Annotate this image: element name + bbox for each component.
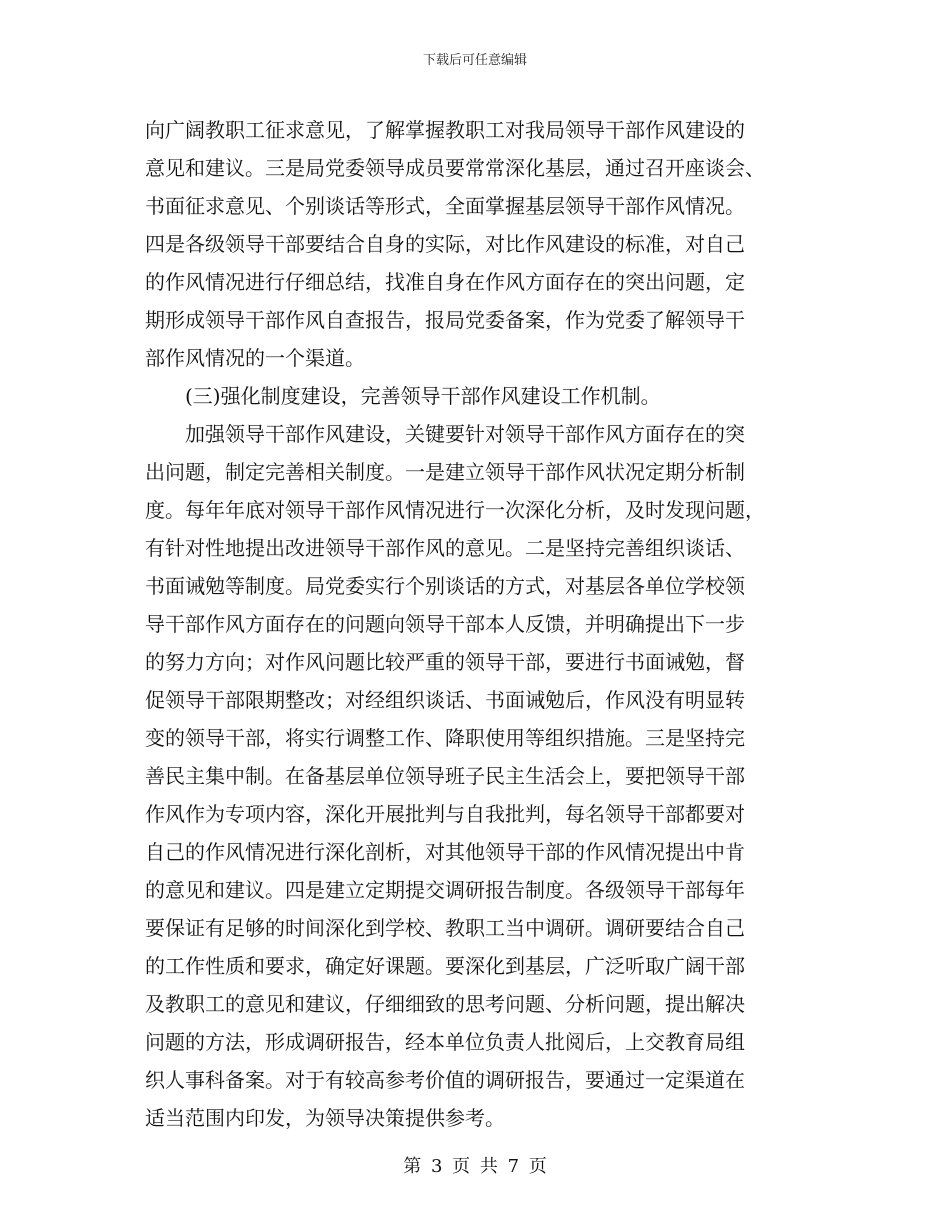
text-line: 四是各级领导干部要结合自身的实际，对比作风建设的标准，对自己 (145, 232, 745, 256)
text-line: 及教职工的意见和建议，仔细细致的思考问题、分析问题，提出解决 (145, 992, 745, 1016)
text-line: 向广阔教职工征求意见，了解掌握教职工对我局领导干部作风建设的 (145, 118, 745, 142)
text-line: 问题的方法，形成调研报告，经本单位负责人批阅后，上交教育局组 (145, 1030, 745, 1054)
text-line: 部作风情况的一个渠道。 (145, 346, 365, 370)
text-line: 促领导干部限期整改；对经组织谈话、书面诫勉后，作风没有明显转 (145, 688, 745, 712)
text-line: 的意见和建议。四是建立定期提交调研报告制度。各级领导干部每年 (145, 878, 745, 902)
text-line: 导干部作风方面存在的问题向领导干部本人反馈，并明确提出下一步 (145, 612, 745, 636)
section-heading: (三)强化制度建设，完善领导干部作风建设工作机制。 (145, 384, 661, 408)
text-line: 有针对性地提出改进领导干部作风的意见。二是坚持完善组织谈话、 (145, 536, 745, 560)
text-line: 的作风情况进行仔细总结，找准自身在作风方面存在的突出问题，定 (145, 270, 745, 294)
text-line: 加强领导干部作风建设，关键要针对领导干部作风方面存在的突 (145, 422, 745, 446)
text-line: 出问题，制定完善相关制度。一是建立领导干部作风状况定期分析制 (145, 460, 745, 484)
text-line: 书面诫勉等制度。局党委实行个别谈话的方式，对基层各单位学校领 (145, 574, 745, 598)
text-line: 期形成领导干部作风自查报告，报局党委备案，作为党委了解领导干 (145, 308, 745, 332)
text-line: 自己的作风情况进行深化剖析，对其他领导干部的作风情况提出中肯 (145, 840, 745, 864)
text-line: 适当范围内印发，为领导决策提供参考。 (145, 1106, 505, 1130)
text-line: 要保证有足够的时间深化到学校、教职工当中调研。调研要结合自己 (145, 916, 745, 940)
page-header-note: 下载后可任意编辑 (422, 53, 527, 68)
document-body (145, 111, 805, 1137)
text-line: 度。每年年底对领导干部作风情况进行一次深化分析，及时发现问题， (145, 498, 765, 522)
text-line: 善民主集中制。在备基层单位领导班子民主生活会上，要把领导干部 (145, 764, 745, 788)
text-line: 的努力方向；对作风问题比较严重的领导干部，要进行书面诫勉，督 (145, 650, 745, 674)
text-line: 变的领导干部，将实行调整工作、降职使用等组织措施。三是坚持完 (145, 726, 745, 750)
text-line: 意见和建议。三是局党委领导成员要常常深化基层，通过召开座谈会、 (145, 156, 765, 180)
text-line: 书面征求意见、个别谈话等形式，全面掌握基层领导干部作风情况。 (145, 194, 745, 218)
text-line: 作风作为专项内容，深化开展批判与自我批判，每名领导干部都要对 (145, 802, 745, 826)
page-number-footer: 第 3 页 共 7 页 (403, 1156, 547, 1177)
text-line: 的工作性质和要求，确定好课题。要深化到基层，广泛听取广阔干部 (145, 954, 745, 978)
text-line: 织人事科备案。对于有较高参考价值的调研报告，要通过一定渠道在 (145, 1068, 745, 1092)
